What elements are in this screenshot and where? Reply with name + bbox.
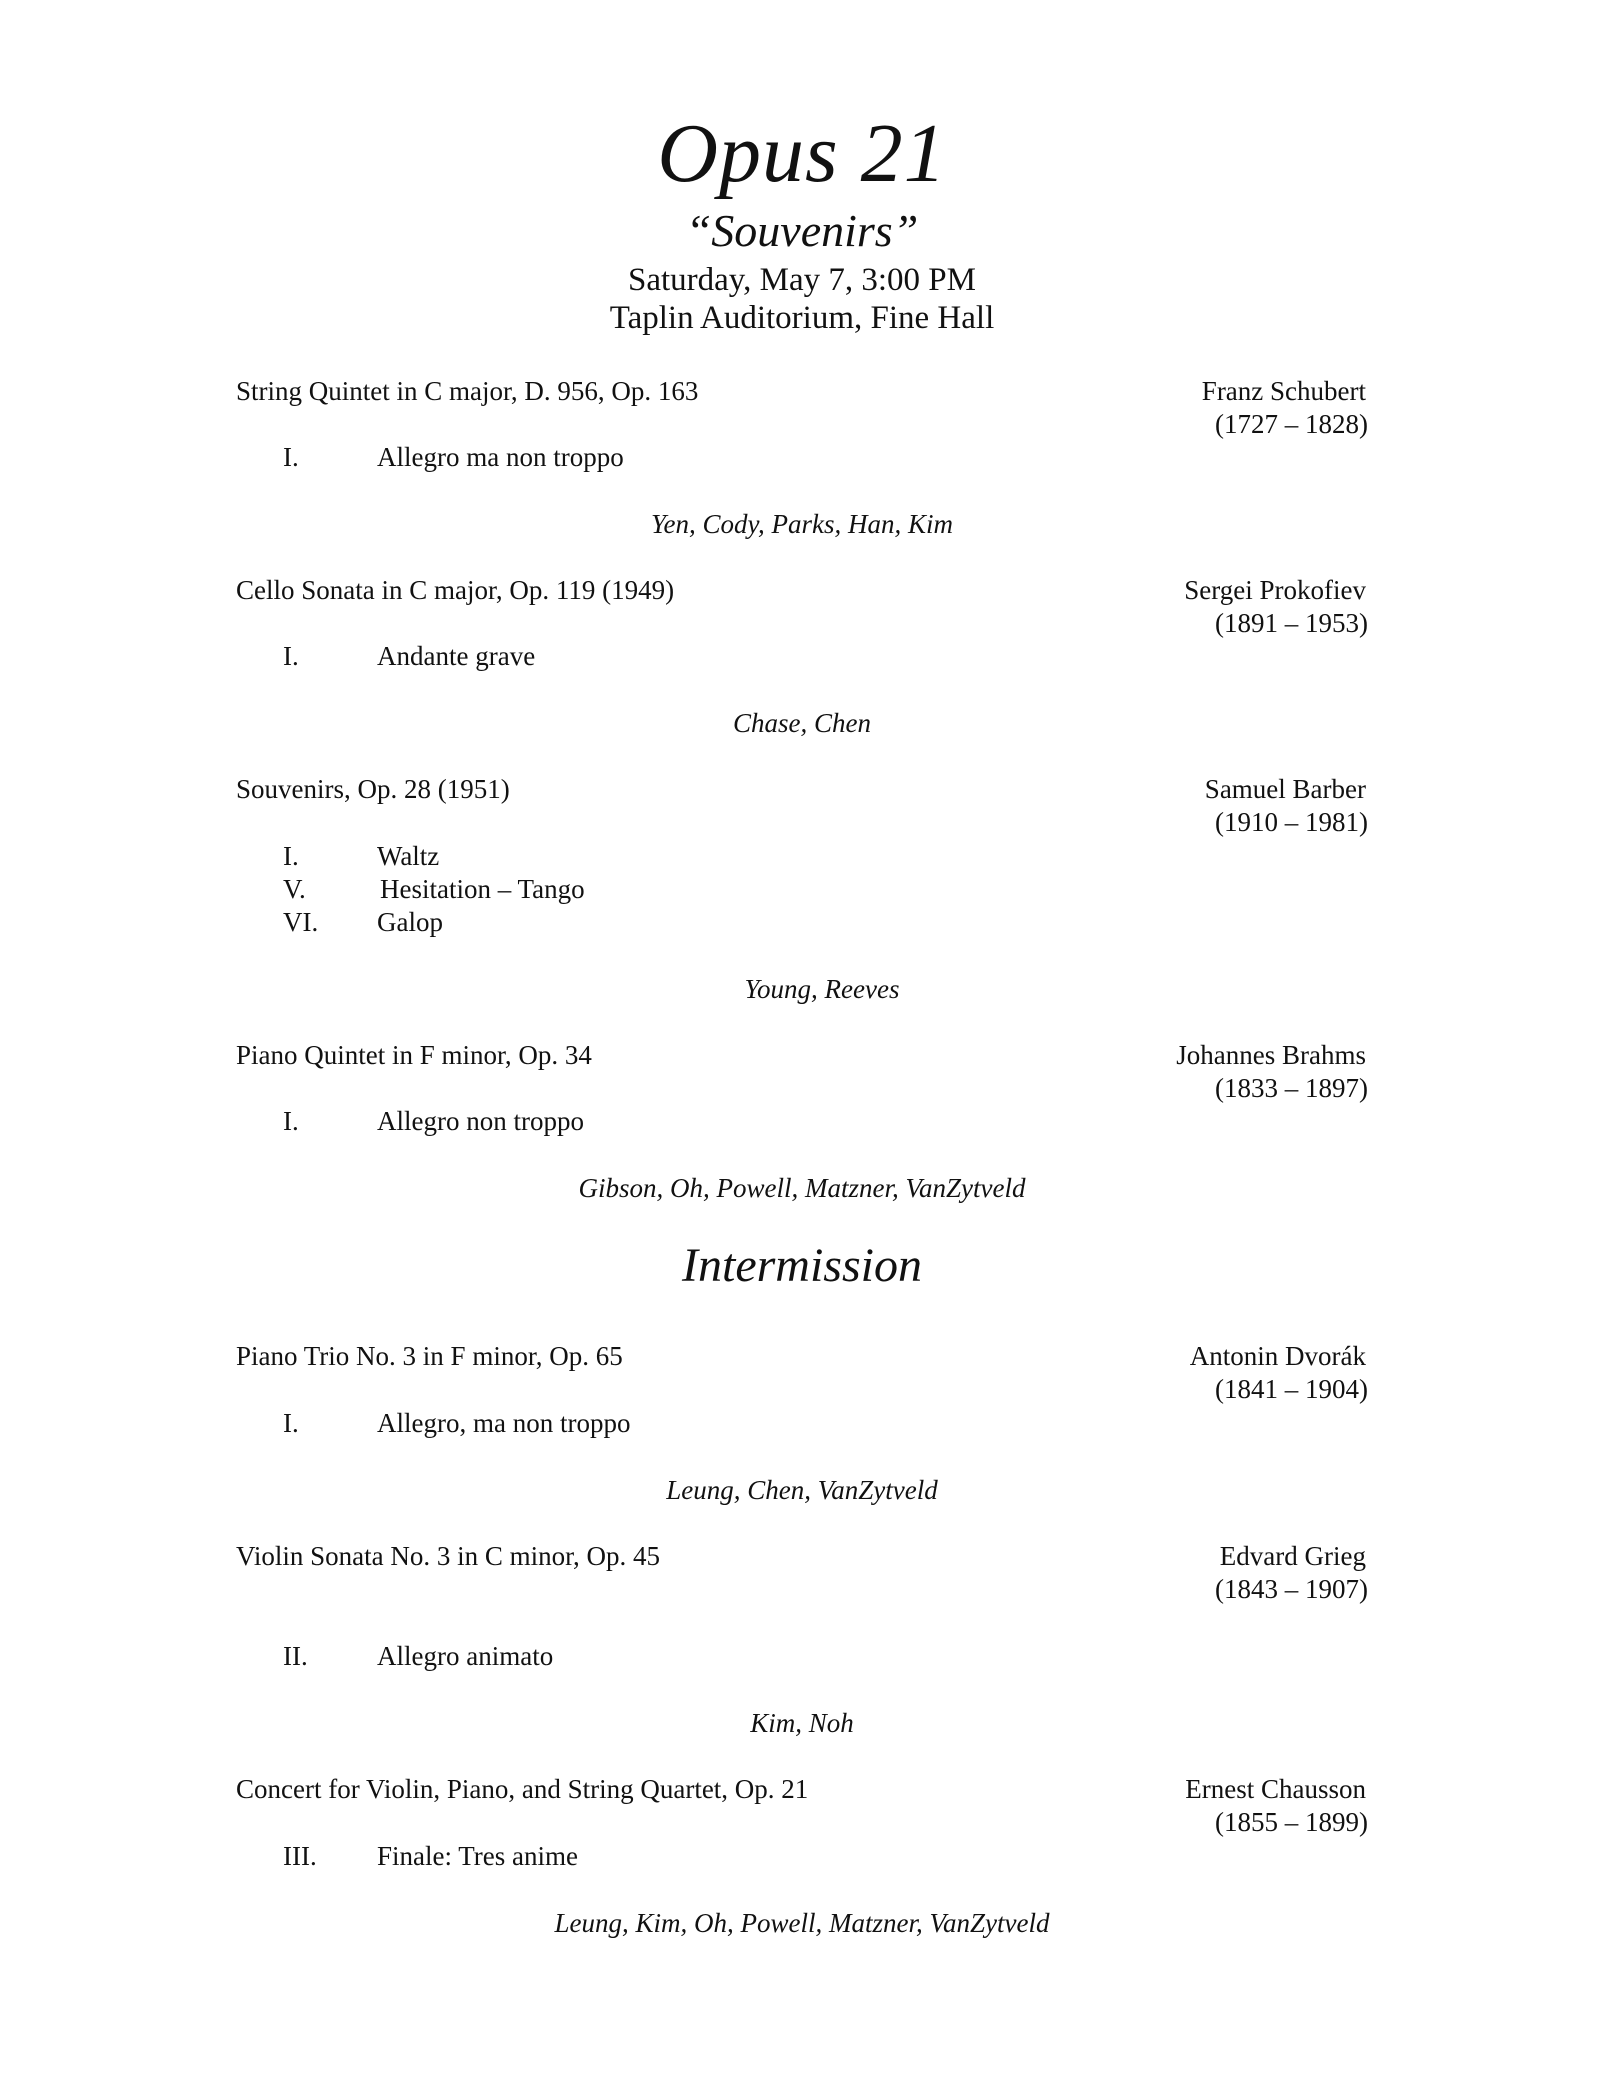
piece-title: Souvenirs, Op. 28 (1951) [236,774,510,804]
movement-number: III. [283,1841,317,1871]
composer-name: Antonin Dvorák [1189,1341,1366,1371]
piece-title: String Quintet in C major, D. 956, Op. 163 [236,376,699,406]
composer-dates: (1843 – 1907) [1215,1574,1368,1604]
movement-name: Allegro, ma non troppo [377,1408,631,1438]
performers: Kim, Noh [750,1708,854,1738]
movement-name: Galop [377,907,443,937]
composer-dates: (1910 – 1981) [1215,807,1368,837]
intermission-heading: Intermission [682,1239,922,1292]
concert-date: Saturday, May 7, 3:00 PM [627,262,976,298]
piece-title: Piano Quintet in F minor, Op. 34 [236,1040,592,1070]
piece-title: Cello Sonata in C major, Op. 119 (1949) [236,575,675,605]
composer-name: Johannes Brahms [1176,1040,1366,1070]
composer-dates: (1841 – 1904) [1215,1374,1368,1404]
performers: Leung, Kim, Oh, Powell, Matzner, VanZytveld [554,1908,1050,1938]
movement-name: Andante grave [377,641,536,671]
performers: Leung, Chen, VanZytveld [666,1475,938,1505]
movement-number: VI. [283,907,319,937]
composer-name: Samuel Barber [1204,774,1366,804]
movement-name: Hesitation – Tango [380,874,585,904]
composer-dates: (1855 – 1899) [1215,1807,1368,1837]
movement-number: I. [283,1106,299,1136]
movement-name: Allegro animato [377,1641,554,1671]
composer-dates: (1891 – 1953) [1215,608,1368,638]
composer-name: Edvard Grieg [1219,1541,1366,1571]
movement-number: I. [283,442,299,472]
movement-number: V. [283,874,306,904]
piece-title: Piano Trio No. 3 in F minor, Op. 65 [236,1341,623,1371]
composer-name: Franz Schubert [1201,376,1366,406]
concert-venue: Taplin Auditorium, Fine Hall [609,300,995,336]
movement-name: Finale: Tres anime [377,1841,578,1871]
composer-dates: (1727 – 1828) [1215,409,1368,439]
composer-name: Sergei Prokofiev [1184,575,1366,605]
performers: Young, Reeves [744,974,900,1004]
piece-title: Concert for Violin, Piano, and String Quartet, Op. 21 [236,1774,809,1804]
performers: Chase, Chen [733,708,871,738]
movement-name: Allegro ma non troppo [377,442,624,472]
movement-number: I. [283,641,299,671]
movement-number: II. [283,1641,308,1671]
program-subtitle: “Souvenirs” [685,205,919,256]
piece-title: Violin Sonata No. 3 in C minor, Op. 45 [236,1541,661,1571]
movement-number: I. [283,1408,299,1438]
composer-dates: (1833 – 1897) [1215,1073,1368,1103]
movement-name: Allegro non troppo [377,1106,584,1136]
composer-name: Ernest Chausson [1185,1774,1366,1804]
performers: Gibson, Oh, Powell, Matzner, VanZytveld [578,1173,1026,1203]
program-title: Opus 21 [657,107,947,200]
performers: Yen, Cody, Parks, Han, Kim [650,509,954,539]
movement-number: I. [283,841,299,871]
movement-name: Waltz [377,841,440,871]
